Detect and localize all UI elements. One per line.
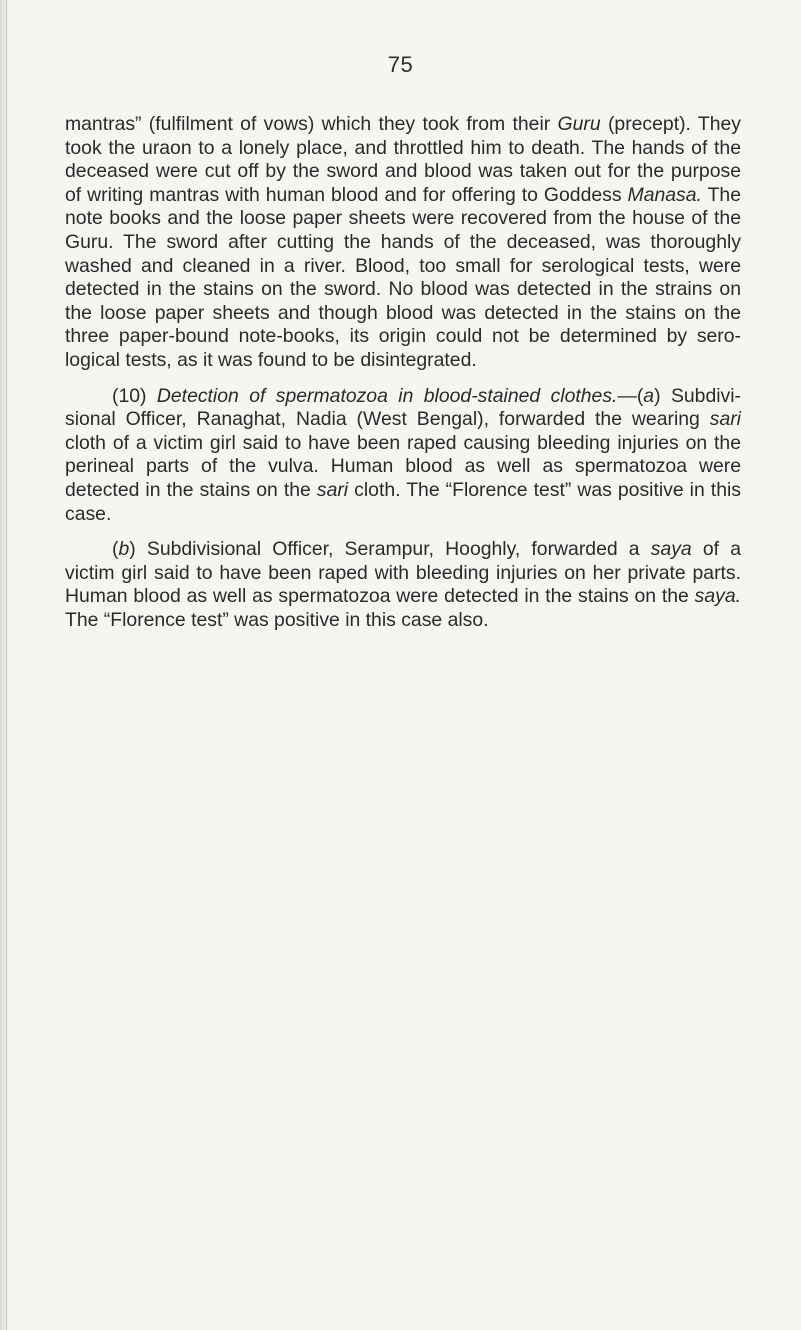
paragraph-text: The “Florence test” was positive in this case also. (65, 608, 489, 631)
paragraph-subitem-b (65, 538, 741, 632)
paragraph-continuation (65, 113, 741, 373)
paragraph-text: ) Subdivisional Officer, Serampur, Hooghly, forwarded a (129, 538, 651, 561)
italic-term-sari: sari (316, 478, 349, 501)
document-body (65, 113, 741, 644)
paragraph-text: ) Subdivi-sional Officer, Ranaghat, Nadia (West Bengal), forwarded the wearing (65, 384, 742, 431)
italic-term-saya: saya. (694, 585, 741, 608)
paragraph-text: ( (112, 538, 119, 561)
paragraph-text: —( (617, 384, 644, 407)
italic-term-guru: Guru (557, 113, 601, 135)
paragraph-text: cloth. The “Florence test” was positive in this case. (65, 478, 741, 525)
page-number: 75 (387, 52, 414, 77)
page-binding-edge (0, 0, 9, 1330)
paragraph-text: The note books and the loose paper sheets were recovered from the house of the Guru. The sword after cutting the hands of the deceased, was thoroughly washed and cleaned in a river. Blood, too small for serological tests, were detected in the stains on the sword. No blood was detected in the strains on the loose paper sheets and though blood was detected in the stains on the three paper-bound note-books, its origin could not be determined by sero-logical tests, as it was found to be disintegrated. (65, 183, 741, 371)
subitem-letter-b: b (118, 538, 130, 561)
paragraph-text: mantras” (fulfilment of vows) which they took from their (65, 113, 558, 135)
italic-term-sari: sari (709, 408, 741, 431)
paragraph-text: of a victim girl said to have been raped with bleeding injuries on her private parts. Human blood as well as spermatozoa were detected in the stains on the (65, 538, 741, 608)
italic-term-manasa: Manasa. (627, 183, 702, 206)
section-heading: Detection of spermatozoa in blood-stained clothes. (156, 384, 618, 407)
paragraph-section-10 (65, 385, 741, 527)
paragraph-text: cloth of a victim girl said to have been raped causing bleeding injuries on the perineal parts of the vulva. Human blood as well as spermatozoa were detected in the stains on the (65, 431, 741, 501)
section-number: (10) (112, 384, 147, 407)
paragraph-text: (precept). They took the uraon to a lonely place, and throttled him to death. The hands of the deceased were cut off by the sword and blood was taken out for the purpose of writing mantras with human blood and for offering to Goddess (65, 113, 741, 206)
italic-term-saya: saya (650, 538, 692, 561)
subitem-letter-a: a (643, 384, 655, 407)
